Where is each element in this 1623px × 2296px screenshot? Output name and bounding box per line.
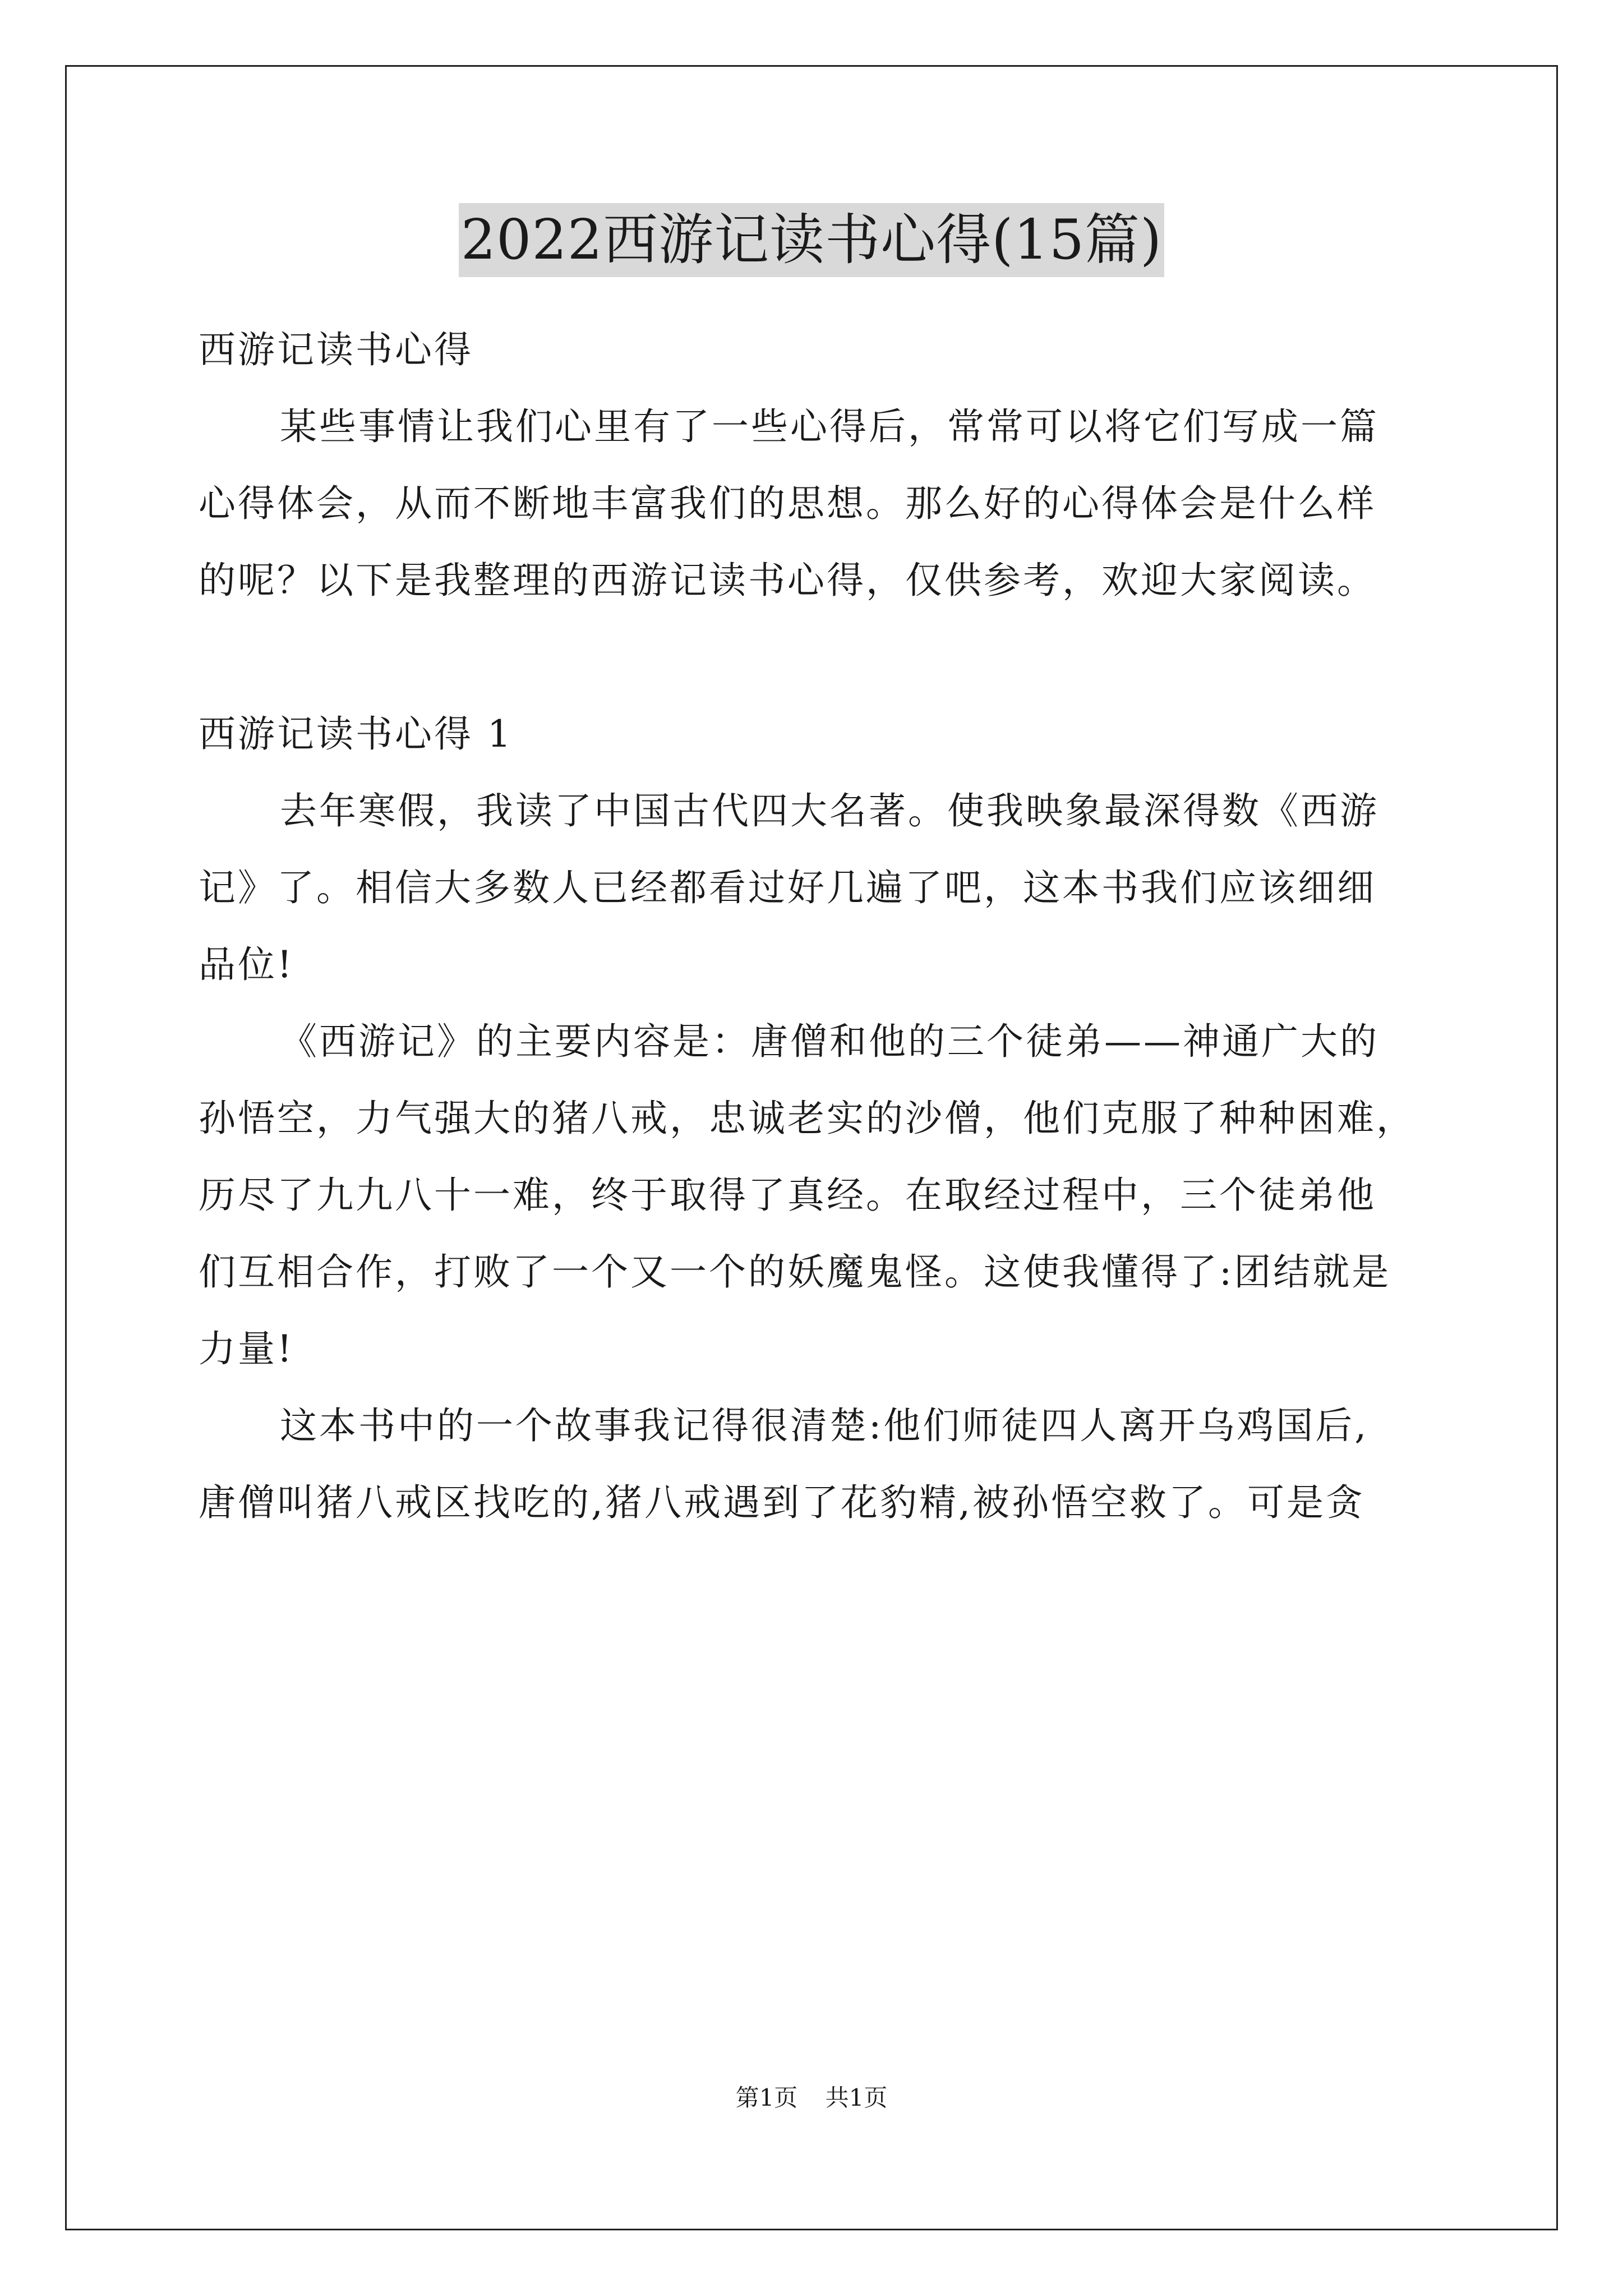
paragraph-line: 《西游记》的主要内容是：唐僧和他的三个徒弟——神通广大的 [280, 1020, 1379, 1063]
paragraph-line: 唐僧叫猪八戒区找吃的,猪八戒遇到了花豹精,被孙悟空救了。可是贪 [199, 1481, 1365, 1524]
paragraph-line: 历尽了九九八十一难，终于取得了真经。在取经过程中，三个徒弟他 [199, 1174, 1376, 1217]
intro-line: 的呢？以下是我整理的西游记读书心得，仅供参考，欢迎大家阅读。 [199, 559, 1376, 602]
paragraph-line: 这本书中的一个故事我记得很清楚:他们师徒四人离开乌鸡国后, [280, 1404, 1369, 1447]
document-body [199, 311, 1432, 1541]
intro-line: 某些事情让我们心里有了一些心得后，常常可以将它们写成一篇 [280, 405, 1379, 448]
section-heading: 西游记读书心得 1 [199, 712, 513, 756]
section-heading: 西游记读书心得 [199, 328, 473, 371]
document-title: 2022西游记读书心得(15篇) [459, 203, 1165, 277]
paragraph-line: 品位! [199, 943, 294, 986]
paragraph-line: 力量! [199, 1327, 294, 1370]
paragraph-line: 记》了。相信大多数人已经都看过好几遍了吧，这本书我们应该细细 [199, 866, 1376, 909]
page-number: 第1页 [735, 2084, 798, 2111]
intro-line: 心得体会，从而不断地丰富我们的思想。那么好的心得体会是什么样 [199, 482, 1376, 525]
page-total: 共1页 [825, 2084, 888, 2111]
paragraph-line: 去年寒假，我读了中国古代四大名著。使我映象最深得数《西游 [280, 789, 1379, 832]
paragraph-line: 孙悟空，力气强大的猪八戒，忠诚老实的沙僧，他们克服了种种困难， [199, 1097, 1415, 1140]
paragraph-line: 们互相合作，打败了一个又一个的妖魔鬼怪。这使我懂得了:团结就是 [199, 1250, 1391, 1294]
title-container [0, 203, 1623, 277]
page-footer [0, 2081, 1623, 2115]
